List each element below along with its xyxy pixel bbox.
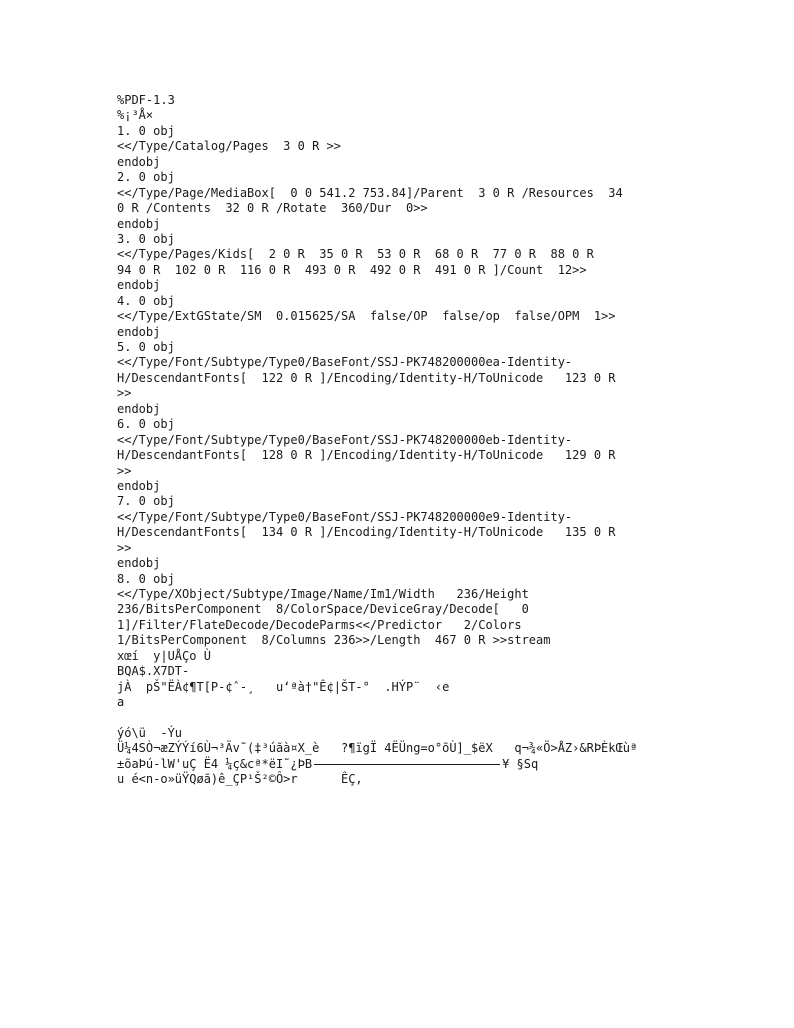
text-line: ýó\ü -Ýu [117,725,183,740]
text-line: 7. 0 obj [117,494,175,509]
text-line: 5. 0 obj [117,340,175,354]
text-line-with-rule [117,757,677,772]
text-line: 1/BitsPerComponent 8/Columns 236>>/Length 467 0 R >>stream [117,633,551,648]
rule-line-suffix: ¥ §Sq [502,756,539,771]
text-line: <</Type/Font/Subtype/Type0/BaseFont/SSJ-PK748200000eb-Identity- [117,432,573,447]
text-line: endobj [117,324,161,339]
text-line: Ü¼4SÒ¬æZÝÝí6Ù¬³Äv˜(‡³úãà¤X_è ?¶ïgÏ 4ËÜng=o°õÙ]_$ëX q¬¾«Ö>ÅZ›&RÞÈkŒùª [117,741,638,756]
text-line: H/DescendantFonts[ 134 0 R ]/Encoding/Identity-H/ToUnicode 135 0 R [117,525,616,540]
text-line: 94 0 R 102 0 R 116 0 R 493 0 R 492 0 R 491 0 R ]/Count 12>> [117,262,587,277]
text-line: <</Type/ExtGState/SM 0.015625/SA false/OP false/op false/OPM 1>> [117,309,616,324]
horizontal-rule [314,764,500,765]
text-line: >> [117,463,132,478]
text-line: 2. 0 obj [117,170,175,185]
pdf-source-text [117,93,677,788]
text-line: a [117,695,125,710]
text-line: <</Type/Pages/Kids[ 2 0 R 35 0 R 53 0 R 68 0 R 77 0 R 88 0 R [117,247,594,262]
text-line: 4. 0 obj [117,293,175,308]
text-line: BQA$.X7DT- [117,664,190,679]
text-line: >> [117,386,132,401]
text-line: 236/BitsPerComponent 8/ColorSpace/DeviceGray/Decode[ 0 [117,602,529,617]
rule-line-prefix: ±õaÞú-lW'uÇ Ë4 ¼ç&cª*ëI˜¿ÞB [117,756,313,771]
text-line: endobj [117,154,161,169]
text-line [117,711,677,726]
text-line: <</Type/Font/Subtype/Type0/BaseFont/SSJ-PK748200000e9-Identity- [117,509,573,524]
text-line: <</Type/XObject/Subtype/Image/Name/Im1/Width 236/Height [117,587,529,601]
text-line: u é<n-o»üŸQøã)ê_ÇP¹Š²©Ô>r ÊÇ, [117,772,363,787]
text-line: 3. 0 obj [117,231,175,246]
text-line: %PDF-1.3 [117,93,175,107]
text-line: %¡³Å× [117,108,154,123]
text-line: H/DescendantFonts[ 128 0 R ]/Encoding/Identity-H/ToUnicode 129 0 R [117,448,616,463]
text-line: <</Type/Font/Subtype/Type0/BaseFont/SSJ-PK748200000ea-Identity- [117,355,573,370]
text-line: endobj [117,216,161,231]
text-line: jÀ pŠ"ËÀ¢¶T[P-¢ˆ-¸ u‘ªà†"Ê¢|ŠT-° .HÝP¨ ‹e [117,679,450,694]
text-line: 0 R /Contents 32 0 R /Rotate 360/Dur 0>> [117,201,428,216]
text-line: 1]/Filter/FlateDecode/DecodeParms<</Predictor 2/Colors [117,617,522,632]
text-line: 1. 0 obj [117,123,175,138]
text-line: xœí y|UÅÇo Ù [117,648,211,663]
text-line: endobj [117,278,161,293]
text-line: endobj [117,478,161,493]
text-line: <</Type/Page/MediaBox[ 0 0 541.2 753.84]/Parent 3 0 R /Resources 34 [117,185,623,200]
text-line: endobj [117,401,161,416]
text-line: H/DescendantFonts[ 122 0 R ]/Encoding/Identity-H/ToUnicode 123 0 R [117,370,616,385]
text-line: <</Type/Catalog/Pages 3 0 R >> [117,139,341,154]
text-line: >> [117,540,132,555]
text-line: 6. 0 obj [117,417,175,432]
text-line: 8. 0 obj [117,571,175,586]
text-line: endobj [117,556,161,571]
